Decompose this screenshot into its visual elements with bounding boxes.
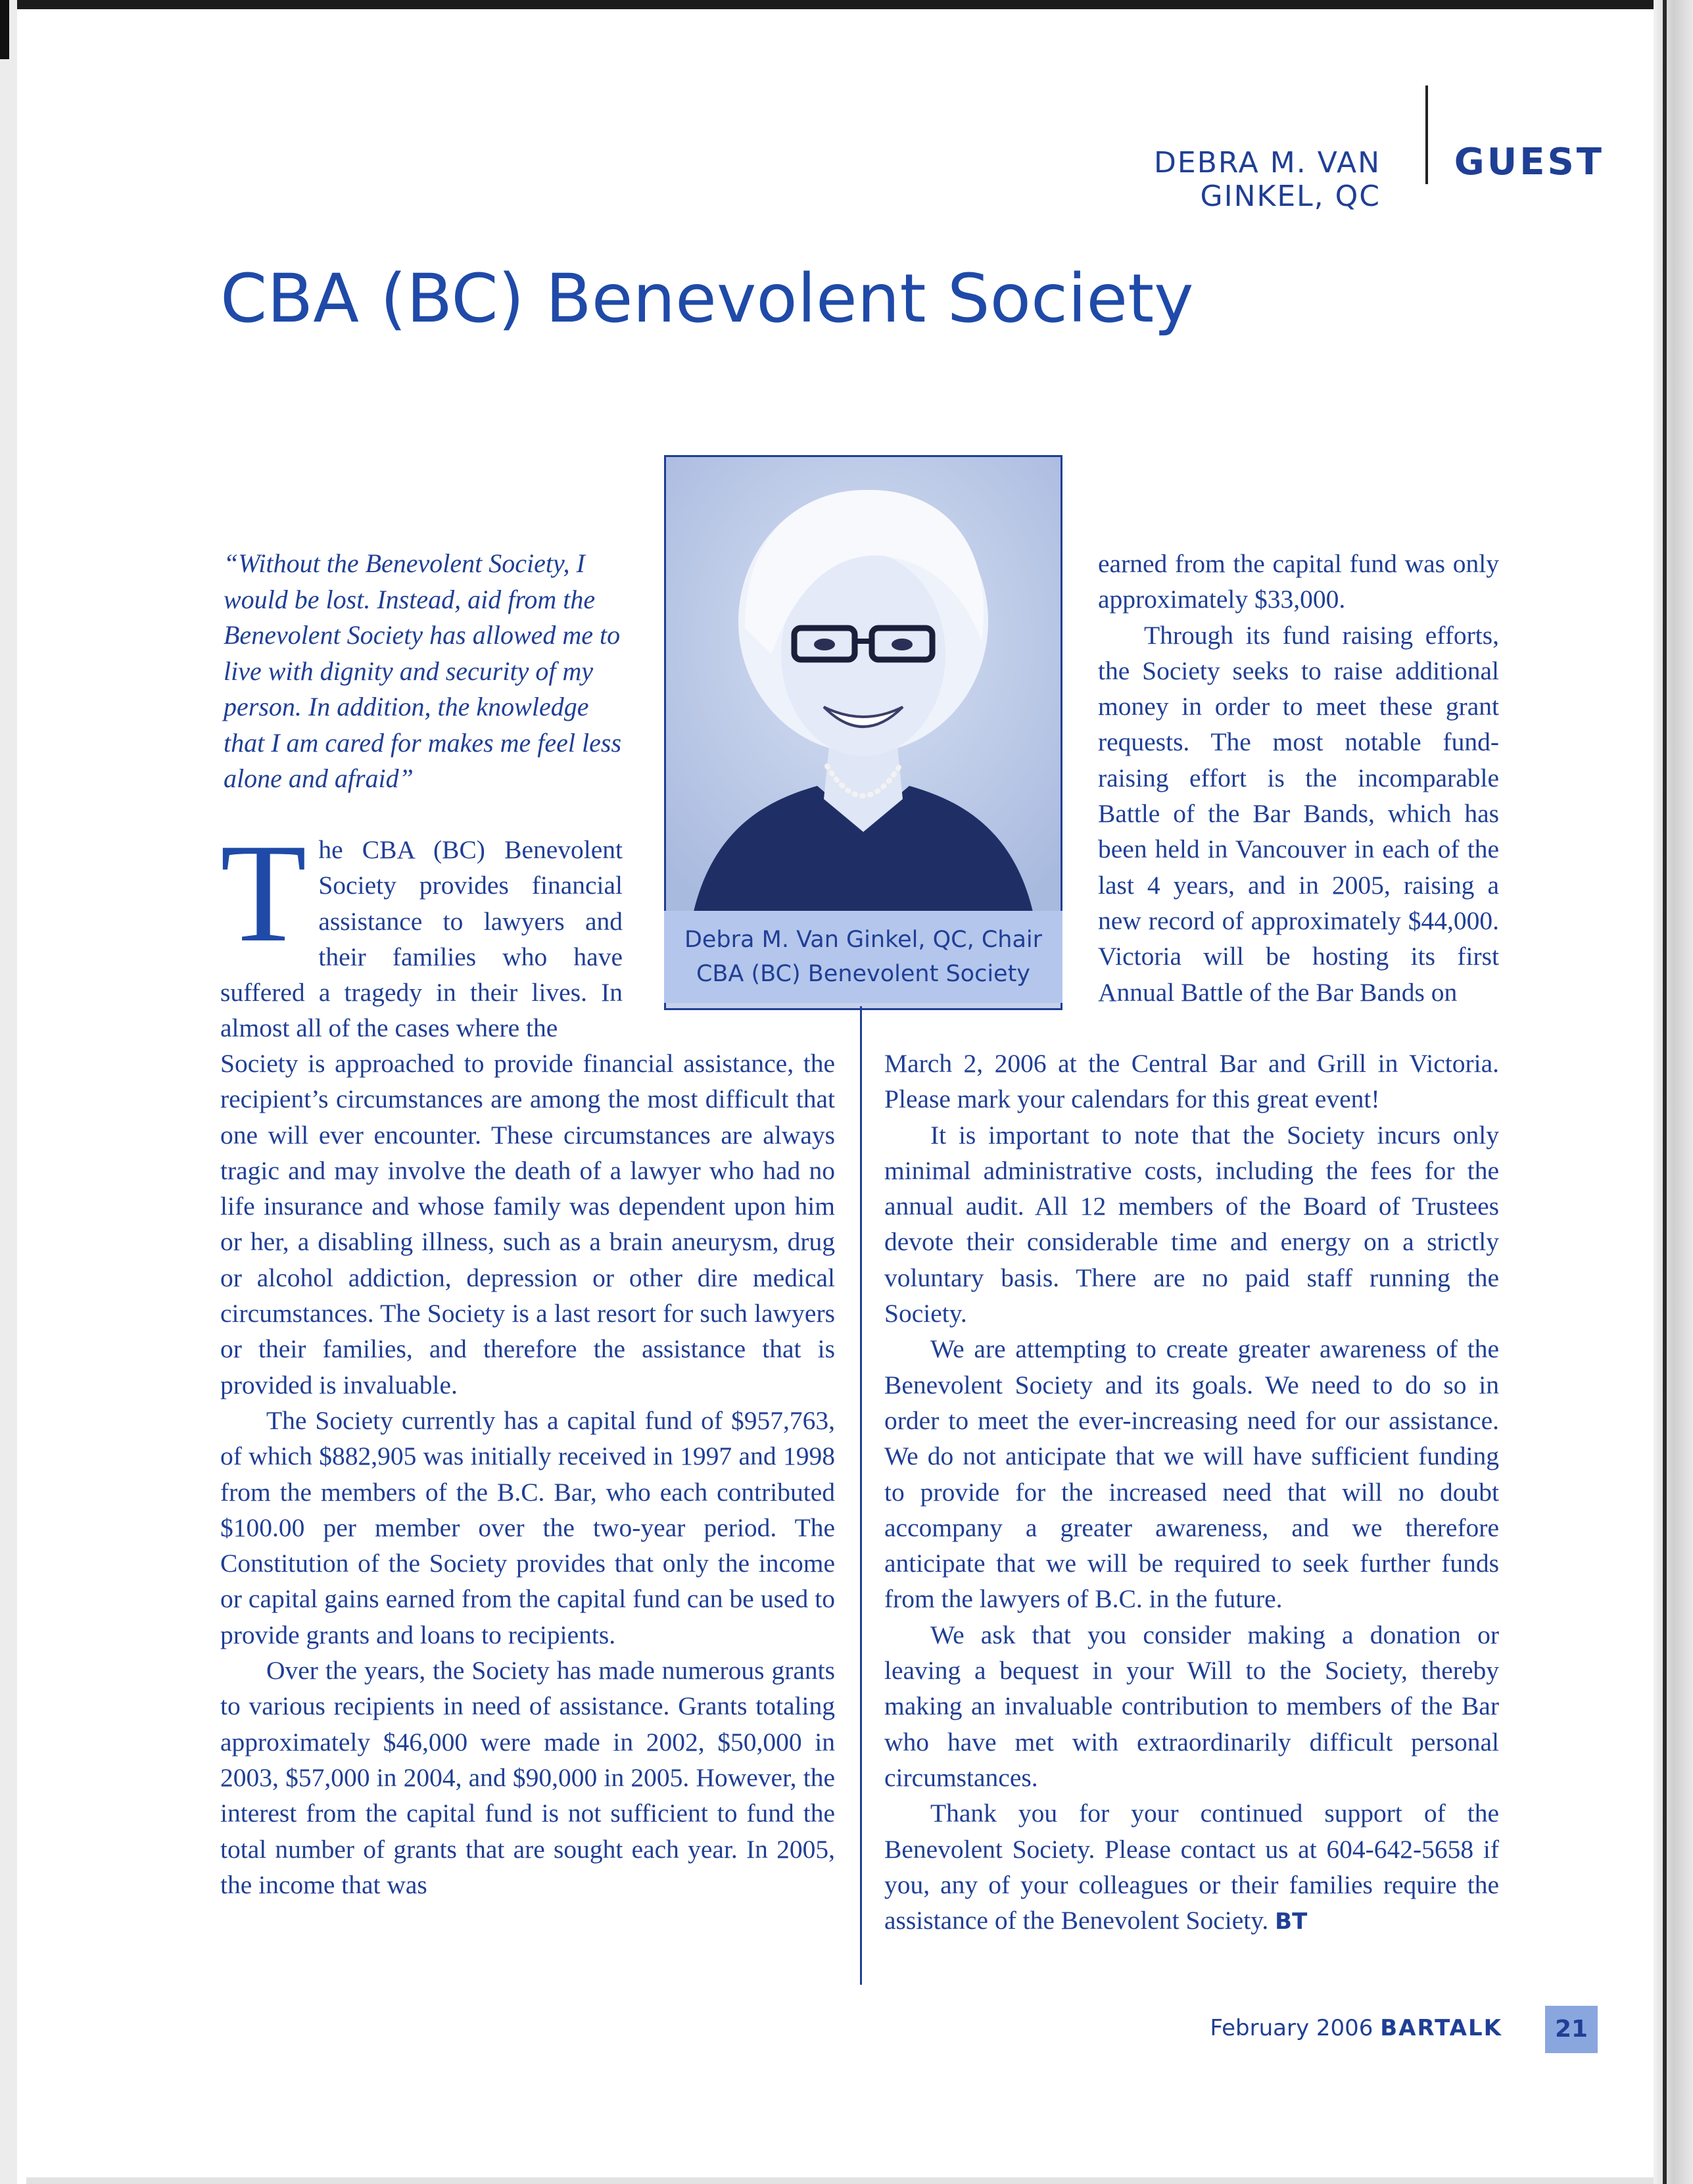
scan-right-binding	[1654, 0, 1693, 2184]
caption-line-1: Debra M. Van Ginkel, QC, Chair	[684, 927, 1043, 953]
closing-paragraph-text: Thank you for your continued support of the Benevolent Society. Please contact us at 604-642-5658 if you, any of your colleagues or their families require the assistance of the Benevolent Society.	[884, 1799, 1499, 1935]
body-paragraph: earned from the capital fund was only approximately $33,000.	[1098, 549, 1499, 614]
body-paragraph: Over the years, the Society has made numerous grants to various recipients in need of assistance. Grants totaling approximately $46,000 were made in 2002, $50,000 in 2003, $57,000 in 2004, and $90,000 in 2005. However, the interest from the capital fund is not sufficient to fund the total number of grants that are sought each year. In 2005, the income that was	[220, 1656, 835, 1899]
scan-left-margin	[0, 0, 17, 2184]
intro-line: assistance to lawyers and	[318, 906, 623, 936]
drop-cap: T	[220, 814, 307, 971]
header-divider	[1425, 85, 1428, 184]
article-title: CBA (BC) Benevolent Society	[220, 260, 1194, 338]
pull-quote: “Without the Benevolent Society, I would be lost. Instead, aid from the Benevolent Society has allowed me to live with dignity and security of my person. In addition, the knowledge that I am cared for makes me feel less alone and afraid”	[224, 548, 622, 793]
footer-date: February 2006	[1210, 2015, 1373, 2041]
scan-right-line	[1663, 0, 1667, 2184]
body-paragraph: We ask that you consider making a donation or leaving a bequest in your Will to the Society, thereby making an invaluable contribution to members of the Bar who have met with extraordinarily difficult personal circumstances.	[884, 1620, 1499, 1792]
intro-line: almost all of the cases where the	[220, 1013, 558, 1043]
scan-bottom-edge	[26, 2177, 1654, 2184]
body-paragraph: We are attempting to create greater awareness of the Benevolent Society and its goals. We need to do so in order to meet the ever-increasing need for our assistance. We do not anticipate that we will have sufficient funding to provide for the increased need that will no doubt accompany a greater awareness, and we therefore anticipate that we will be required to seek further funds from the lawyers of B.C. in the future.	[884, 1334, 1499, 1614]
header-section-label: GUEST	[1454, 141, 1604, 183]
right-column-top	[1098, 546, 1499, 1010]
footer-publication: BARTALK	[1380, 2015, 1502, 2041]
caption-line-2: CBA (BC) Benevolent Society	[696, 961, 1031, 987]
body-paragraph: Through its fund raising efforts, the Society seeks to raise additional money in order to meet these grant requests. The most notable fund-raising effort is the incomparable Battle of the Bar Bands, which has been held in Vancouver in each of the last 4 years, and in 2005, raising a new record of approximately $44,000. Victoria will be hosting its first Annual Battle of the Bar Bands on	[1098, 620, 1499, 1007]
page-number: 21	[1545, 2006, 1598, 2053]
body-paragraph: March 2, 2006 at the Central Bar and Grill in Victoria. Please mark your calendars for this great event!	[884, 1049, 1499, 1114]
body-paragraph	[884, 1795, 1499, 1939]
scan-left-corner	[0, 0, 9, 59]
body-paragraph: The Society currently has a capital fund of $957,763, of which $882,905 was initially received in 1997 and 1998 from the members of the B.C. Bar, who each contributed $100.00 per member over the two-year period. The Constitution of the Society provides that only the income or capital gains earned from the capital fund can be used to provide grants and loans to recipients.	[220, 1405, 835, 1649]
intro-line: Society provides financial	[318, 871, 623, 900]
column-divider	[860, 1006, 862, 1985]
header-author: DEBRA M. VAN GINKEL, QC	[1154, 146, 1381, 213]
scan-top-edge	[0, 0, 1693, 9]
right-column-body	[884, 1046, 1499, 1939]
intro-line: suffered a tragedy in their lives. In	[220, 978, 623, 1007]
left-column-body	[220, 1046, 835, 1903]
body-paragraph: It is important to note that the Society incurs only minimal administrative costs, including the fees for the annual audit. All 12 members of the Board of Trustees devote their considerable time and energy on a strictly voluntary basis. There are no paid staff running the Society.	[884, 1120, 1499, 1328]
intro-line: he CBA (BC) Benevolent	[318, 835, 623, 864]
end-mark: BT	[1275, 1908, 1308, 1935]
portrait-illustration	[666, 457, 1061, 917]
photo-caption	[664, 911, 1062, 1003]
intro-line: their families who have	[318, 942, 623, 971]
body-paragraph: Society is approached to provide financial assistance, the recipient’s circumstances are among the most difficult that one will ever encounter. These circumstances are always tragic and may involve the death of a lawyer who had no life insurance and whose family was dependent upon him or her, a disabling illness, such as a brain aneurysm, drug or alcohol addiction, depression or other dire medical circumstances. The Society is a last resort for such lawyers or their families, and therefore the assistance that is provided is invaluable.	[220, 1049, 835, 1399]
article-intro	[220, 814, 623, 1046]
page-footer	[1183, 2015, 1502, 2041]
